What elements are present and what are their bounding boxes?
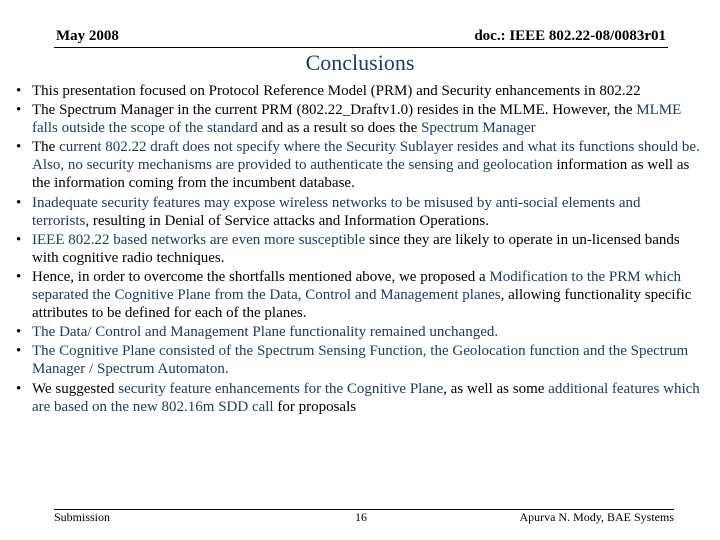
bullet-item [12,194,700,230]
bullet-dot-icon: • [16,380,22,397]
highlighted-text: Inadequate security features may expose wireless networks to be misused by anti-social elements and terrorists [32,194,641,229]
bullet-list [12,82,700,417]
bullet-text: This presentation focused on Protocol Reference Model (PRM) and Security enhancements in 802.22 [32,83,641,99]
bullet-dot-icon: • [16,139,22,156]
bullet-text: , allowing functionality specific attributes to be defined for each of the planes. [32,286,692,321]
highlighted-text: The Cognitive Plane consisted of the Spectrum Sensing Function, the Geolocation function and the Spectrum Manager / Spectrum Automaton. [32,343,689,378]
highlighted-text: The Data/ Control and Management Plane functionality remained unchanged. [32,324,499,341]
bullet-item [12,380,700,416]
header-doc-id: doc.: IEEE 802.22-08/0083r01 [474,28,666,44]
bullet-text: for proposals [273,398,357,415]
bullet-text: since they are likely to operate in un-licensed bands with cognitive radio techniques. [32,231,680,266]
bullet-item [12,323,700,341]
bullet-text: and as a result so does the [257,120,422,137]
bullet-item [12,342,700,378]
footer-page-number: 16 [355,510,367,524]
bullet-dot-icon: • [16,83,22,99]
bullet-dot-icon: • [16,194,22,211]
header-date: May 2008 [56,28,119,44]
bullet-item [12,82,700,100]
highlighted-text: IEEE 802.22 based networks are even more susceptible [32,231,366,248]
highlighted-text: security feature enhancements for the Cognitive Plane [118,380,444,397]
header-rule [54,47,668,48]
highlighted-text: current 802.22 draft does not specify where the Security Sublayer resides and what its functions should be. Also, no security mechanisms are provided to authenticate the sensing and geolocation [32,139,700,174]
bullet-text: We suggested [32,380,119,397]
footer-submission: Submission [54,510,111,524]
bullet-item [12,138,700,192]
bullet-dot-icon: • [16,102,22,119]
bullet-text: The [32,139,60,156]
highlighted-text: MLME falls outside the scope of the standard [32,102,682,137]
highlighted-text: additional features which are based on the new 802.16m SDD call [32,380,700,415]
bullet-item [12,101,700,137]
bullet-item [12,231,700,267]
bullet-text: , resulting in Denial of Service attacks and Information Operations. [85,212,489,229]
bullet-text: , as well as some [443,380,549,397]
bullet-text: Hence, in order to overcome the shortfalls mentioned above, we proposed a [32,268,490,285]
footer-author: Apurva N. Mody, BAE Systems [519,510,674,524]
highlighted-text: Spectrum Manager [421,120,536,137]
highlighted-text: Modification to the PRM which separated the Cognitive Plane from the Data, Control and Management planes [32,268,682,303]
bullet-text: information as well as the information coming from the incumbent database. [32,157,690,192]
slide-title: Conclusions [305,50,415,75]
bullet-dot-icon: • [16,343,22,360]
bullet-text: The Spectrum Manager in the current PRM (802.22_Draftv1.0) resides in the MLME. However, the [32,102,637,119]
bullet-dot-icon: • [16,324,22,341]
bullet-item [12,268,700,322]
bullet-dot-icon: • [16,268,22,285]
bullet-dot-icon: • [16,231,22,248]
